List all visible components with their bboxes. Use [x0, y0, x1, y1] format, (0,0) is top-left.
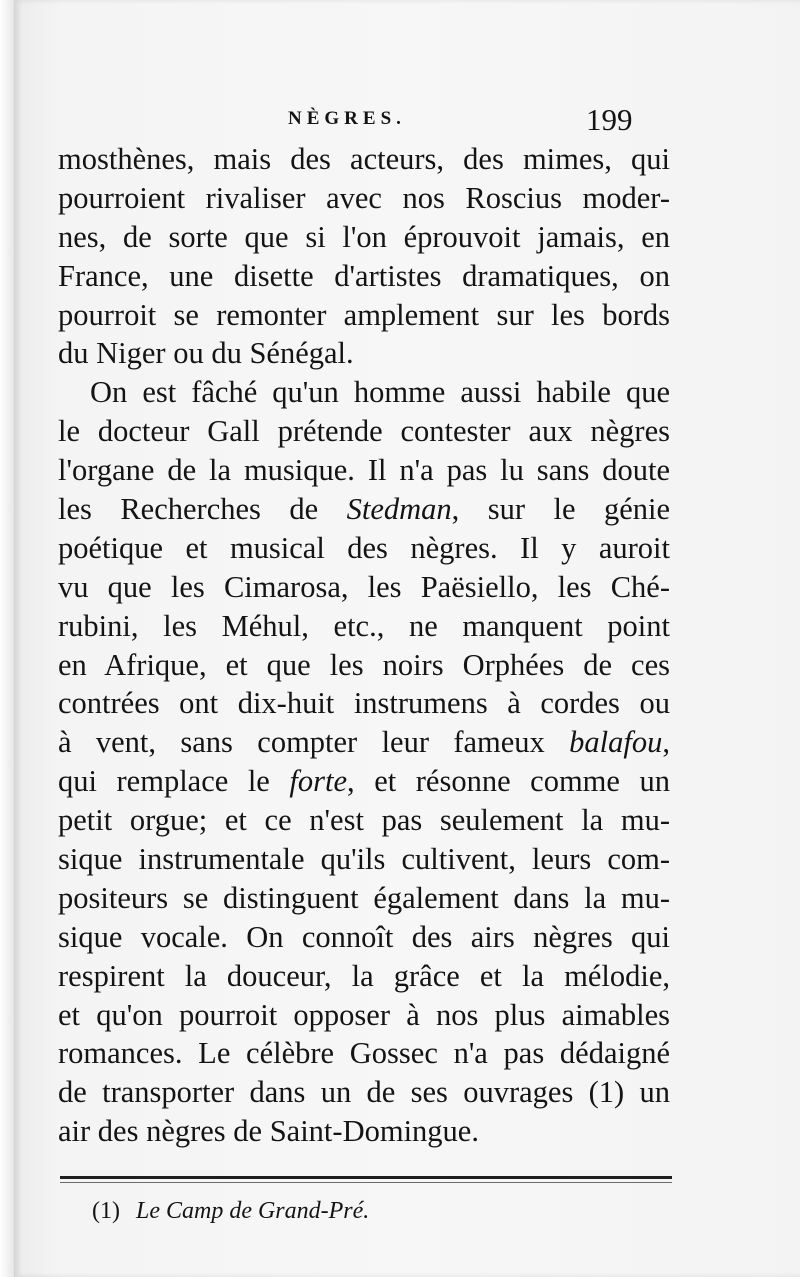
line-text: les Recherches de [58, 492, 347, 527]
italic-text: forte [289, 764, 348, 799]
text-line [58, 296, 670, 335]
line-text: mosthènes, mais des acteurs, des mimes, qui [58, 142, 670, 176]
text-line [58, 996, 670, 1035]
line-text: pourroient rivaliser avec nos Roscius moder- [58, 180, 670, 215]
italic-text: balafou [569, 725, 663, 760]
text-line [58, 840, 670, 879]
page-number: 199 [586, 102, 633, 137]
line-text: et qu'on pourroit opposer à nos plus aimables [58, 997, 670, 1032]
text-line [58, 218, 670, 257]
text-line [58, 957, 670, 996]
line-text: France, une disette d'artistes dramatiques, on [58, 258, 670, 293]
italic-text: Stedman [346, 492, 452, 527]
line-text: pourroit se remonter amplement sur les bords [58, 297, 670, 332]
line-text: , [662, 725, 670, 760]
text-line [58, 529, 670, 568]
line-text: en Afrique, et que les noirs Orphées de ces [58, 647, 670, 682]
line-text: rubini, les Méhul, etc., ne manquent point [58, 608, 670, 643]
line-text: , sur le génie [451, 492, 670, 527]
text-line [58, 257, 670, 296]
line-text: à vent, sans compter leur fameux [58, 725, 570, 760]
body-text [58, 140, 670, 1151]
line-text: l'organe de la musique. Il n'a pas lu sans doute [58, 453, 670, 488]
line-text: nes, de sorte que si l'on éprouvoit jamais, en [58, 219, 670, 254]
text-line [58, 568, 670, 607]
line-text: air des nègres de Saint-Domingue. [58, 1114, 479, 1149]
line-text: le docteur Gall prétende contester aux nègres [58, 414, 670, 449]
text-line [58, 723, 670, 762]
text-line [58, 373, 670, 412]
text-line [58, 179, 670, 218]
text-line [58, 334, 670, 373]
footnote-text: Le Camp de Grand-Pré. [135, 1198, 370, 1224]
text-line [58, 451, 670, 490]
text-line [58, 607, 670, 646]
footnote-marker: (1) [92, 1198, 120, 1224]
footnote-rule [60, 1176, 672, 1179]
text-line [58, 646, 670, 685]
footnote [92, 1198, 369, 1225]
line-text: sique instrumentale qu'ils cultivent, leurs com- [58, 842, 670, 877]
text-line [58, 918, 670, 957]
text-line [58, 801, 670, 840]
text-line [58, 1073, 670, 1112]
text-line [58, 684, 670, 723]
line-text: contrées ont dix-huit instrumens à cordes ou [58, 686, 670, 721]
line-text: sique vocale. On connoît des airs nègres qui [58, 919, 670, 954]
line-text: poétique et musical des nègres. Il y auroit [58, 530, 670, 565]
running-head: NÈGRES. [288, 108, 406, 129]
line-text: , et résonne comme un [347, 764, 670, 799]
line-text: de transporter dans un de ses ouvrages (1) un [58, 1075, 670, 1110]
line-text: positeurs se distinguent également dans la mu- [58, 880, 670, 915]
text-line [58, 762, 670, 801]
line-text: romances. Le célèbre Gossec n'a pas dédaigné [58, 1036, 670, 1071]
text-line [58, 879, 670, 918]
text-line [58, 412, 670, 451]
page-header [0, 100, 800, 140]
line-text: respirent la douceur, la grâce et la mélodie, [58, 958, 670, 993]
text-line [58, 140, 670, 179]
footnote-rule-thin [60, 1182, 672, 1183]
line-text: vu que les Cimarosa, les Paësiello, les Ché- [58, 569, 670, 604]
line-text: petit orgue; et ce n'est pas seulement la mu- [58, 803, 670, 838]
line-text: qui remplace le [58, 764, 290, 799]
text-line [58, 1112, 670, 1151]
line-text: du Niger ou du Sénégal. [58, 336, 354, 371]
text-line [58, 1034, 670, 1073]
text-line [58, 490, 670, 529]
line-text: On est fâché qu'un homme aussi habile que [90, 375, 670, 410]
